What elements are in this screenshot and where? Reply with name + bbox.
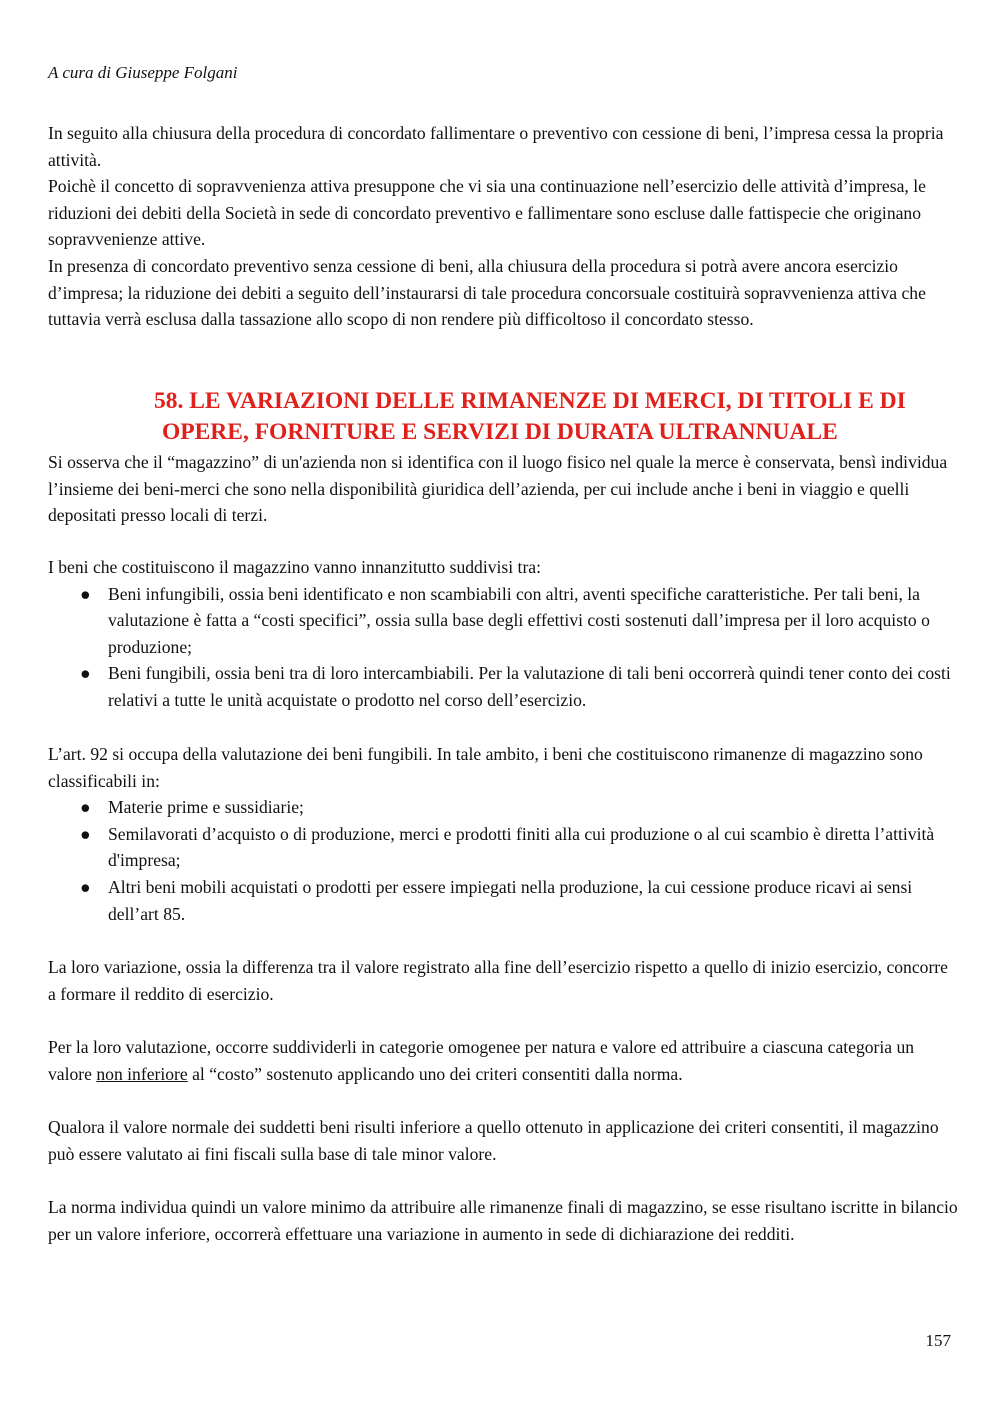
- beni-block: [48, 554, 958, 714]
- valore-normale-paragraph: Qualora il valore normale dei suddetti beni risulti inferiore a quello ottenuto in applicazione dei criteri consentiti, il magazzino può essere valutato ai fini fiscali sulla base di tale minor valore.: [48, 1117, 939, 1164]
- list-item: [48, 821, 958, 874]
- variazione-paragraph: La loro variazione, ossia la differenza tra il valore registrato alla fine dell’esercizio rispetto a quello di inizio esercizio, concorre a formare il reddito di esercizio.: [48, 957, 948, 1004]
- valutazione-text-after: al “costo” sostenuto applicando uno dei criteri consentiti dalla norma.: [187, 1063, 683, 1084]
- valutazione-block: [48, 1034, 958, 1087]
- section-heading: [0, 386, 1000, 448]
- section-heading-line-1: 58. LE VARIAZIONI DELLE RIMANENZE DI MERCI, DI TITOLI E DI: [154, 388, 906, 414]
- underlined-term: non inferiore: [96, 1063, 188, 1084]
- art92-block: [48, 741, 958, 927]
- bullet-icon: ●: [80, 797, 91, 818]
- art92-list: [48, 794, 958, 927]
- list-item: [48, 581, 958, 661]
- beni-intro: I beni che costituiscono il magazzino vanno innanzitutto suddivisi tra:: [48, 557, 542, 577]
- intro-paragraph-2: Poichè il concetto di sopravvenienza attiva presuppone che vi sia una continuazione nell’esercizio delle attività d’impresa, le riduzioni dei debiti della Società in sede di concordato preventivo e fallimentare sono escluse dalle fattispecie che originano sopravvenienze attive.: [48, 176, 926, 250]
- magazzino-block: [48, 449, 958, 529]
- bullet-icon: ●: [80, 876, 91, 897]
- page-header: A cura di Giuseppe Folgani: [48, 63, 238, 82]
- section-heading-line-2: OPERE, FORNITURE E SERVIZI DI DURATA ULTRANNUALE: [162, 419, 838, 445]
- valutazione-text-before: Per la loro valutazione, occorre suddividerli in categorie omogenee per natura e valore ed attribuire a ciascuna categoria un valore: [48, 1037, 915, 1084]
- list-item: [48, 794, 958, 821]
- list-item-text: Beni infungibili, ossia beni identificato e non scambiabili con altri, aventi specifiche caratteristiche. Per tali beni, la valutazione è fatta a “costi specifici”, ossia sulla base degli effettivi costi sostenuti dall’impresa per il loro acquisto o produzione;: [108, 583, 930, 657]
- art92-intro: L’art. 92 si occupa della valutazione dei beni fungibili. In tale ambito, i beni che costituiscono rimanenze di magazzino sono classificabili in:: [48, 744, 923, 791]
- norma-paragraph: La norma individua quindi un valore minimo da attribuire alle rimanenze finali di magazzino, se esse risultano iscritte in bilancio per un valore inferiore, occorrerà effettuare una variazione in aumento in sede di dichiarazione dei redditi.: [48, 1197, 958, 1244]
- bullet-icon: ●: [80, 663, 91, 684]
- magazzino-paragraph: Si osserva che il “magazzino” di un'azienda non si identifica con il luogo fisico nel quale la merce è conservata, bensì individua l’insieme dei beni-merci che sono nella disponibilità giuridica dell’azienda, per cui include anche i beni in viaggio e quelli depositati presso locali di terzi.: [48, 452, 948, 526]
- list-item-text: Materie prime e sussidiarie;: [108, 797, 304, 818]
- intro-block: [48, 120, 958, 333]
- list-item-text: Beni fungibili, ossia beni tra di loro intercambiabili. Per la valutazione di tali beni occorrerà quindi tener conto dei costi relativi a tutte le unità acquistate o prodotto nel corso dell’esercizio.: [108, 663, 951, 710]
- valutazione-paragraph: [48, 1034, 958, 1087]
- list-item: [48, 660, 958, 713]
- list-item-text: Semilavorati d’acquisto o di produzione, merci e prodotti finiti alla cui produzione o al cui scambio è diretta l’attività d'impresa;: [108, 823, 935, 871]
- variazione-block: [48, 954, 958, 1007]
- list-item: [48, 874, 958, 927]
- bullet-icon: ●: [80, 823, 91, 844]
- list-item-text: Altri beni mobili acquistati o prodotti per essere impiegati nella produzione, la cui cessione produce ricavi ai sensi dell’art 85.: [108, 876, 913, 924]
- beni-list: [48, 581, 958, 714]
- intro-paragraph-1: In seguito alla chiusura della procedura di concordato fallimentare o preventivo con cessione di beni, l’impresa cessa la propria attività.: [48, 123, 944, 170]
- intro-paragraph-3: In presenza di concordato preventivo senza cessione di beni, alla chiusura della procedura si potrà avere ancora esercizio d’impresa; la riduzione dei debiti a seguito dell’instaurarsi di tale procedura concorsuale costituirà sopravvenienza attiva che tuttavia verrà esclusa dalla tassazione allo scopo di non rendere più difficoltoso il concordato stesso.: [48, 255, 926, 330]
- page-number: 157: [925, 1331, 951, 1350]
- valore-normale-block: [48, 1114, 958, 1167]
- norma-block: [48, 1194, 958, 1247]
- bullet-icon: ●: [80, 583, 91, 604]
